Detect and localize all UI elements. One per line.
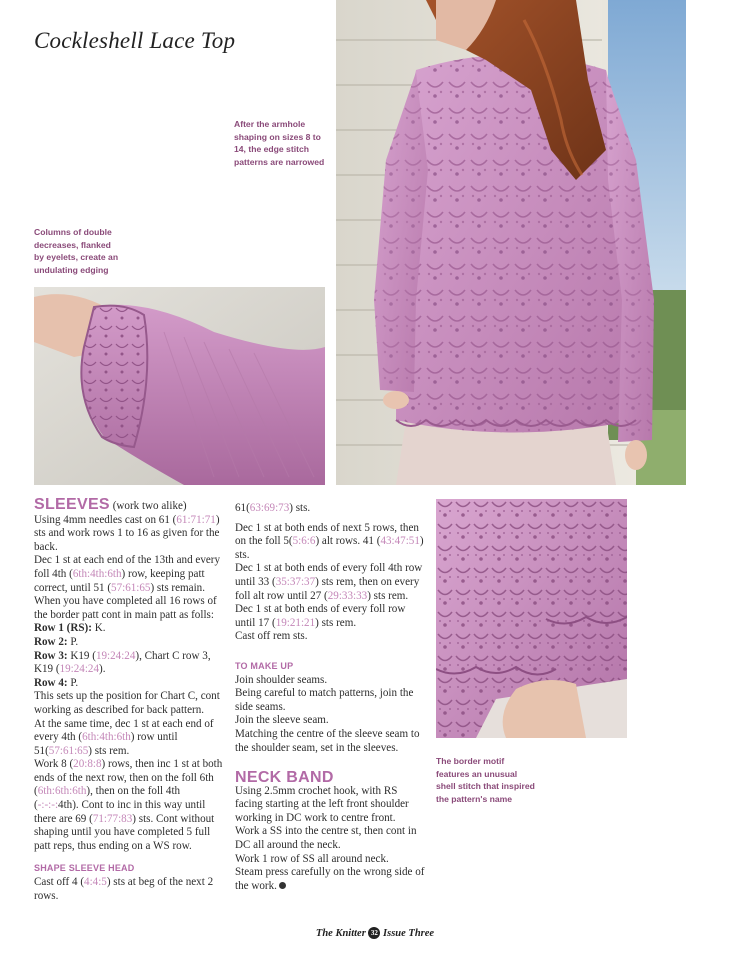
main-photo-illustration <box>336 0 686 485</box>
text: At the same time, dec 1 st at each end of every 4th ( <box>34 717 214 744</box>
caption-columns: Columns of double decreases, flanked by eyelets, create an undulating edging <box>34 227 119 275</box>
row-label: Row 1 (RS): <box>34 622 92 635</box>
sts-count <box>235 502 427 516</box>
neck-band-line-2: Work a SS into the centre st, then cont in DC all around the neck. <box>235 825 417 852</box>
row-label: Row 3: <box>34 649 68 662</box>
row-text: K19 ( <box>70 649 96 662</box>
size-values: 20:8:8 <box>73 758 102 771</box>
make-up-line-1: Join shoulder seams. <box>235 673 328 686</box>
row-4 <box>34 677 224 691</box>
neck-band-heading: NECK BAND <box>235 769 334 787</box>
sleeves-border-done: When you have completed all 16 rows of the border patt cont in main patt as folls: <box>34 595 217 621</box>
text: ) sts rem, then on every foll alt row until 27 ( <box>235 575 420 602</box>
dec-five-rows <box>235 522 427 563</box>
text: ) sts. <box>235 535 424 561</box>
size-values: 6th:4th:6th <box>82 731 131 744</box>
row-text: P. <box>70 635 79 648</box>
magazine-name: The Knitter <box>315 928 366 939</box>
row-2 <box>34 636 224 650</box>
shape-sleeve-head-heading: SHAPE SLEEVE HEAD <box>34 863 135 874</box>
text: Dec 1 st at each end of the 13th and every foll 4th ( <box>34 554 221 580</box>
row-text: ), Chart C row 3, K19 ( <box>34 649 211 676</box>
text: 61( <box>235 502 250 514</box>
size-values: 4:4:5 <box>84 876 107 889</box>
row-label: Row 2: <box>34 635 68 648</box>
text: ) sts rem. <box>88 744 130 757</box>
text: Dec 1 st at both ends of every foll row until 17 ( <box>235 603 406 629</box>
text: ) sts and work rows 1 to 16 as given for the back. <box>34 513 220 553</box>
dec-every-fourth <box>235 562 427 603</box>
text: ) row, keeping patt correct, until 51 ( <box>34 567 205 594</box>
text: ) alt rows. 41 ( <box>315 535 381 548</box>
size-values: 35:37:37 <box>275 575 316 588</box>
sleeves-heading-line <box>34 498 224 514</box>
size-values: 6th:4th:6th <box>72 567 122 580</box>
text: Using 4mm needles cast on 61 ( <box>34 513 177 526</box>
text: ) sts. Cont without shaping until you have completed 5 full patt reps, thus ending on a WS row. <box>34 812 215 852</box>
size-values: 5:6:6 <box>292 535 316 548</box>
size-values: 29:33:33 <box>327 589 368 602</box>
column-two <box>235 502 427 893</box>
sleeve-detail-photo <box>34 287 325 485</box>
sleeves-heading-note: (work two alike) <box>112 500 187 512</box>
page-footer <box>0 927 750 939</box>
make-up-line-4: Matching the centre of the sleeve seam to the shoulder seam, set in the sleeves. <box>235 727 420 754</box>
sleeve-photo-illustration <box>34 287 325 485</box>
text: ), then on the foll 4th ( <box>34 785 181 812</box>
text: Dec 1 st at both ends of next 5 rows, then on the foll 5( <box>235 521 419 548</box>
text: ) sts. <box>289 502 311 514</box>
main-photo <box>336 0 686 485</box>
row-text: P. <box>70 676 79 689</box>
sleeves-cast-on <box>34 514 224 555</box>
text: Work 8 ( <box>34 758 74 771</box>
text: ) sts rem. <box>315 616 357 629</box>
make-up-line-3: Join the sleeve seam. <box>235 714 329 727</box>
text: ) sts remain. <box>150 581 206 594</box>
sleeves-dec <box>34 554 224 595</box>
text: ) rows, then inc 1 st at both ends of the next row, then on the foll 6th ( <box>34 758 223 798</box>
dec-every-row <box>235 603 427 630</box>
neck-band-line-3: Work 1 row of SS all around neck. <box>235 852 389 865</box>
caption-armhole: After the armhole shaping on sizes 8 to 14, the edge stitch patterns are narrowed <box>234 119 325 167</box>
size-values: 61:71:71 <box>176 513 216 526</box>
size-values: 19:24:24 <box>59 663 100 676</box>
text: ) sts at beg of the next 2 rows. <box>34 876 214 902</box>
text: Cast off 4 ( <box>34 876 85 889</box>
size-values: 6th:6th:6th <box>37 785 87 798</box>
work-rows <box>34 758 224 853</box>
size-values: -:-:-: <box>37 799 59 812</box>
cuff-photo-illustration <box>436 499 627 738</box>
size-values: 43:47:51 <box>380 535 420 548</box>
row-3 <box>34 650 224 677</box>
size-values: 19:24:24 <box>95 649 136 662</box>
row-1 <box>34 622 224 636</box>
sleeves-heading: SLEEVES <box>34 496 110 513</box>
text: Dec 1 st at both ends of every foll 4th row until 33 ( <box>235 562 423 588</box>
cast-off <box>34 876 224 903</box>
end-mark-icon <box>279 882 286 889</box>
size-values: 63:69:73 <box>249 502 290 514</box>
page-title: Cockleshell Lace Top <box>34 28 236 53</box>
issue-label: Issue Three <box>383 928 435 939</box>
page-number: 32 <box>368 927 380 939</box>
size-values: 71:77:83 <box>92 812 133 825</box>
caption-border: The border motif features an unusual shell stitch that inspired the pattern's name <box>436 756 535 804</box>
same-time <box>34 718 224 759</box>
neck-band-line-4 <box>235 866 427 893</box>
sets-up-chart: This sets up the position for Chart C, cont working as described for back pattern. <box>34 690 220 716</box>
row-text: K. <box>94 622 106 635</box>
cast-off-rem: Cast off rem sts. <box>235 630 308 643</box>
text: ) sts rem. <box>367 589 409 602</box>
row-label: Row 4: <box>34 676 68 689</box>
text: ) row until 51( <box>34 731 178 757</box>
neck-band-line-1: Using 2.5mm crochet hook, with RS facing starting at the left front shoulder working in DC work to centre front. <box>235 784 409 824</box>
text: 4th). Cont to inc in this way until there are 69 ( <box>34 799 206 825</box>
size-values: 57:61:65 <box>111 581 151 594</box>
row-text: ). <box>99 663 106 676</box>
to-make-up-heading: TO MAKE UP <box>235 660 294 671</box>
text: Steam press carefully on the wrong side of the work. <box>235 866 425 892</box>
sleeves-section <box>34 498 224 903</box>
make-up-line-2: Being careful to match patterns, join the side seams. <box>235 687 414 713</box>
size-values: 19:21:21 <box>275 616 316 629</box>
cuff-detail-photo <box>436 499 627 738</box>
size-values: 57:61:65 <box>48 744 89 757</box>
